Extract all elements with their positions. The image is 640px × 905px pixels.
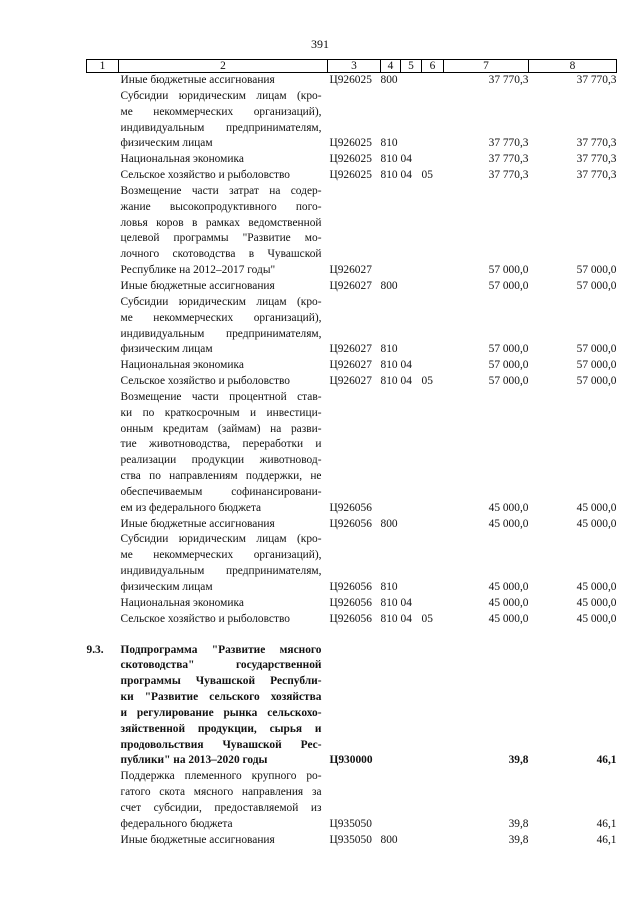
section-code (401, 390, 422, 517)
column-number-7: 7 (444, 60, 529, 73)
section-code: 04 (400, 612, 412, 625)
target-article-code: Ц926025 (329, 153, 372, 166)
subsection-code (422, 279, 444, 295)
item-name-line: физическим лицам (120, 137, 213, 150)
item-name (119, 769, 328, 832)
section-code (401, 295, 422, 358)
item-name-line: продовольствия Чувашской Рес- (120, 738, 322, 751)
item-name (119, 152, 328, 168)
subsection-code: 05 (421, 612, 433, 625)
column-number-8: 8 (529, 60, 617, 73)
table-row (87, 89, 617, 152)
item-name-line: реализации продукции животновод- (120, 454, 322, 467)
item-name-line: ки "Развитие сельского хозяйства (120, 691, 322, 704)
amount-column-7: 37 770,3 (488, 74, 529, 86)
section-number (87, 168, 119, 184)
table-row (87, 833, 617, 849)
section-code (401, 279, 422, 295)
item-name (119, 89, 328, 152)
target-article-code: Ц935050 (329, 833, 372, 846)
section-number (87, 358, 119, 374)
item-name-line: Иные бюджетные ассигнования (120, 517, 275, 530)
item-name-line: Сельское хозяйство и рыболовство (120, 375, 290, 388)
expense-type-code (381, 184, 401, 279)
item-name (119, 73, 328, 89)
section-number (87, 89, 119, 152)
section-code: 04 (400, 375, 412, 388)
amount-column-8: 57 000,0 (576, 279, 617, 292)
item-name-line: Возмещение части затрат на содер- (120, 184, 322, 197)
item-name-line: ства по направлениям поддержки, не (120, 470, 322, 483)
item-name-line: скотоводства" государственной (120, 659, 322, 672)
item-name-line: программы Чувашской Республи- (120, 675, 322, 688)
expense-type-code: 800 (380, 74, 398, 86)
item-name-line: ем из федерального бюджета (120, 501, 262, 514)
section-code (401, 89, 422, 152)
subsection-code (422, 89, 444, 152)
target-article-code: Ц926025 (329, 169, 372, 182)
section-code (401, 184, 422, 279)
item-name-line: Поддержка племенного крупного ро- (120, 770, 322, 783)
item-name (119, 168, 328, 184)
item-name-line: гатого скота мясного направления за (120, 786, 322, 799)
table-row (87, 73, 617, 89)
item-name-line: Подпрограмма "Развитие мясного (120, 643, 322, 656)
subsection-code (422, 295, 444, 358)
item-name-line: онным кредитам (займам) на разви- (120, 422, 322, 435)
subsection-code (422, 596, 444, 612)
amount-column-8: 45 000,0 (576, 581, 617, 593)
item-name (119, 833, 328, 849)
amount-column-8: 45 000,0 (576, 596, 617, 609)
section-number (87, 532, 119, 595)
amount-column-8: 45 000,0 (576, 517, 617, 530)
table-row (87, 168, 617, 184)
amount-column-8: 57 000,0 (576, 343, 617, 356)
section-number (87, 73, 119, 89)
expense-type-code: 810 (380, 169, 398, 182)
item-name-line: Сельское хозяйство и рыболовство (120, 169, 290, 182)
item-name-line: Национальная экономика (120, 596, 244, 609)
table-header (87, 60, 617, 73)
section-code (401, 833, 422, 849)
column-number-2: 2 (119, 60, 328, 73)
amount-column-7: 37 770,3 (488, 169, 529, 182)
item-name (119, 295, 328, 358)
item-name-line: Сельское хозяйство и рыболовство (120, 612, 290, 625)
amount-column-7: 37 770,3 (488, 153, 529, 166)
target-article-code: Ц926027 (329, 375, 372, 388)
amount-column-7: 57 000,0 (488, 343, 529, 356)
subsection-code (422, 532, 444, 595)
amount-column-7: 57 000,0 (488, 279, 529, 292)
section-code: 04 (400, 153, 412, 166)
expense-type-code (381, 390, 401, 517)
expense-type-code: 810 (380, 343, 398, 356)
amount-column-8: 57 000,0 (576, 264, 617, 277)
page-number: 391 (311, 37, 329, 51)
table-row (87, 295, 617, 358)
target-article-code: Ц926027 (329, 359, 372, 372)
target-article-code: Ц926056 (329, 501, 372, 514)
column-number-3: 3 (328, 60, 381, 73)
item-name-line: Иные бюджетные ассигнования (120, 74, 275, 86)
item-name (119, 596, 328, 612)
amount-column-7: 37 770,3 (488, 137, 529, 150)
amount-column-7: 45 000,0 (488, 581, 529, 593)
item-name-line: Субсидии юридическим лицам (кро- (120, 295, 322, 308)
section-code (401, 73, 422, 89)
column-number-5: 5 (401, 60, 422, 73)
section-number (87, 295, 119, 358)
expense-type-code: 810 (380, 612, 398, 625)
item-name (119, 358, 328, 374)
section-number (87, 517, 119, 533)
expense-type-code (381, 643, 401, 770)
amount-column-7: 57 000,0 (488, 359, 529, 372)
subsection-code: 05 (421, 169, 433, 182)
target-article-code: Ц926027 (329, 279, 372, 292)
expense-type-code: 810 (380, 153, 398, 166)
section-number (87, 769, 119, 832)
item-name-line: и регулирование рынка сельскохо- (120, 706, 322, 719)
column-number-6: 6 (422, 60, 444, 73)
expense-type-code: 800 (380, 279, 398, 292)
table-row (87, 517, 617, 533)
section-number (87, 833, 119, 849)
amount-column-7: 39,8 (508, 754, 529, 767)
amount-column-8: 37 770,3 (576, 74, 617, 86)
item-name-line: Иные бюджетные ассигнования (120, 833, 275, 846)
amount-column-8: 46,1 (596, 754, 617, 767)
item-name (119, 374, 328, 390)
amount-column-8: 37 770,3 (576, 169, 617, 182)
item-name-line: ме некоммерческих организаций), (120, 105, 322, 118)
subsection-code (422, 152, 444, 168)
amount-column-8: 46,1 (596, 833, 617, 846)
column-number-row (87, 60, 617, 73)
item-name-line: счет субсидии, предоставляемой из (120, 801, 322, 814)
section-number (87, 596, 119, 612)
item-name-line: физическим лицам (120, 581, 213, 593)
section-number (87, 374, 119, 390)
item-name-line: Национальная экономика (120, 359, 244, 372)
amount-column-7: 39,8 (508, 817, 529, 830)
expense-type-code: 810 (380, 359, 398, 372)
section-code (401, 769, 422, 832)
target-article-code: Ц930000 (329, 754, 373, 767)
budget-table (86, 59, 617, 849)
column-number-1: 1 (87, 60, 119, 73)
item-name-line: ме некоммерческих организаций), (120, 311, 322, 324)
subsection-code (422, 833, 444, 849)
table-row (87, 152, 617, 168)
expense-type-code: 810 (380, 596, 398, 609)
section-code (401, 532, 422, 595)
item-name-line: физическим лицам (120, 343, 213, 356)
subsection-code (422, 517, 444, 533)
target-article-code: Ц926056 (329, 612, 372, 625)
section-code: 04 (400, 359, 412, 372)
expense-type-code (381, 769, 401, 832)
section-number (87, 152, 119, 168)
item-name-line: Возмещение части процентной став- (120, 390, 322, 403)
item-name-line: индивидуальным предпринимателям, (120, 327, 322, 340)
spacer-cell (87, 628, 617, 643)
expense-type-code: 800 (380, 517, 398, 530)
subsection-code (422, 73, 444, 89)
amount-column-8: 45 000,0 (576, 612, 617, 625)
section-number (87, 184, 119, 279)
item-name-line: Иные бюджетные ассигнования (120, 279, 275, 292)
target-article-code: Ц926056 (329, 517, 372, 530)
subsection-code: 05 (421, 375, 433, 388)
amount-column-7: 45 000,0 (488, 517, 529, 530)
amount-column-8: 57 000,0 (576, 375, 617, 388)
target-article-code: Ц926025 (329, 74, 372, 86)
amount-column-7: 45 000,0 (488, 612, 529, 625)
item-name-line: зяйственной продукции, сырья и (120, 722, 322, 735)
section-code: 04 (400, 596, 412, 609)
item-name-line: тие животноводства, переработки и (120, 438, 322, 451)
item-name (119, 184, 328, 279)
item-name-line: лочного скотоводства в Чувашской (120, 248, 322, 261)
column-number-4: 4 (381, 60, 401, 73)
table-row (87, 184, 617, 279)
amount-column-8: 46,1 (596, 817, 617, 830)
amount-column-8: 45 000,0 (576, 501, 617, 514)
section-code: 04 (400, 169, 412, 182)
item-name-line: ки по краткосрочным и инвестици- (120, 406, 322, 419)
section-code (401, 517, 422, 533)
section-number (87, 279, 119, 295)
table-row (87, 358, 617, 374)
expense-type-code: 810 (380, 581, 398, 593)
table-row (87, 374, 617, 390)
target-article-code: Ц926056 (329, 596, 372, 609)
item-name (119, 279, 328, 295)
item-name-line: ме некоммерческих организаций), (120, 549, 322, 562)
item-name (119, 390, 328, 517)
expense-type-code: 810 (380, 375, 398, 388)
item-name (119, 532, 328, 595)
item-name-line: обеспечиваемым софинансировани- (120, 485, 322, 498)
amount-column-7: 45 000,0 (488, 501, 529, 514)
table-row (87, 279, 617, 295)
amount-column-7: 57 000,0 (488, 264, 529, 277)
table-row (87, 596, 617, 612)
table-row (87, 390, 617, 517)
section-number (87, 612, 119, 628)
item-name-line: целевой программы "Развитие мо- (120, 232, 322, 245)
target-article-code: Ц926025 (329, 137, 372, 150)
item-name (119, 517, 328, 533)
subsection-code (422, 643, 444, 770)
section-code (401, 643, 422, 770)
item-name-line: ловья коров в рамках ведомственной (120, 216, 322, 229)
target-article-code: Ц926056 (329, 581, 372, 593)
target-article-code: Ц935050 (329, 817, 372, 830)
target-article-code: Ц926027 (329, 343, 372, 356)
amount-column-7: 57 000,0 (488, 375, 529, 388)
table-row (87, 769, 617, 832)
item-name-line: жание высокопродуктивного пого- (120, 200, 322, 213)
target-article-code: Ц926027 (329, 264, 372, 277)
subsection-code (422, 769, 444, 832)
item-name-line: индивидуальным предпринимателям, (120, 121, 322, 134)
table-row (87, 612, 617, 628)
subsection-code (422, 390, 444, 517)
section-number: 9.3. (86, 643, 104, 656)
amount-column-8: 57 000,0 (576, 359, 617, 372)
subsection-code (422, 358, 444, 374)
amount-column-7: 45 000,0 (488, 596, 529, 609)
item-name-line: публики" на 2013–2020 годы (120, 754, 268, 767)
table-row (87, 643, 617, 770)
table-body (87, 73, 617, 849)
item-name-line: индивидуальным предпринимателям, (120, 565, 322, 578)
table-row (87, 532, 617, 595)
item-name (119, 643, 328, 770)
section-number (87, 390, 119, 517)
item-name-line: Республике на 2012–2017 годы" (120, 264, 276, 277)
expense-type-code: 800 (380, 833, 398, 846)
amount-column-8: 37 770,3 (576, 137, 617, 150)
item-name-line: Национальная экономика (120, 153, 244, 166)
amount-column-7: 39,8 (508, 833, 529, 846)
amount-column-8: 37 770,3 (576, 153, 617, 166)
expense-type-code: 810 (380, 137, 398, 150)
item-name-line: федерального бюджета (120, 817, 233, 830)
item-name (119, 612, 328, 628)
item-name-line: Субсидии юридическим лицам (кро- (120, 89, 322, 102)
subsection-code (422, 184, 444, 279)
item-name-line: Субсидии юридическим лицам (кро- (120, 533, 322, 546)
spacer-row (87, 628, 617, 643)
